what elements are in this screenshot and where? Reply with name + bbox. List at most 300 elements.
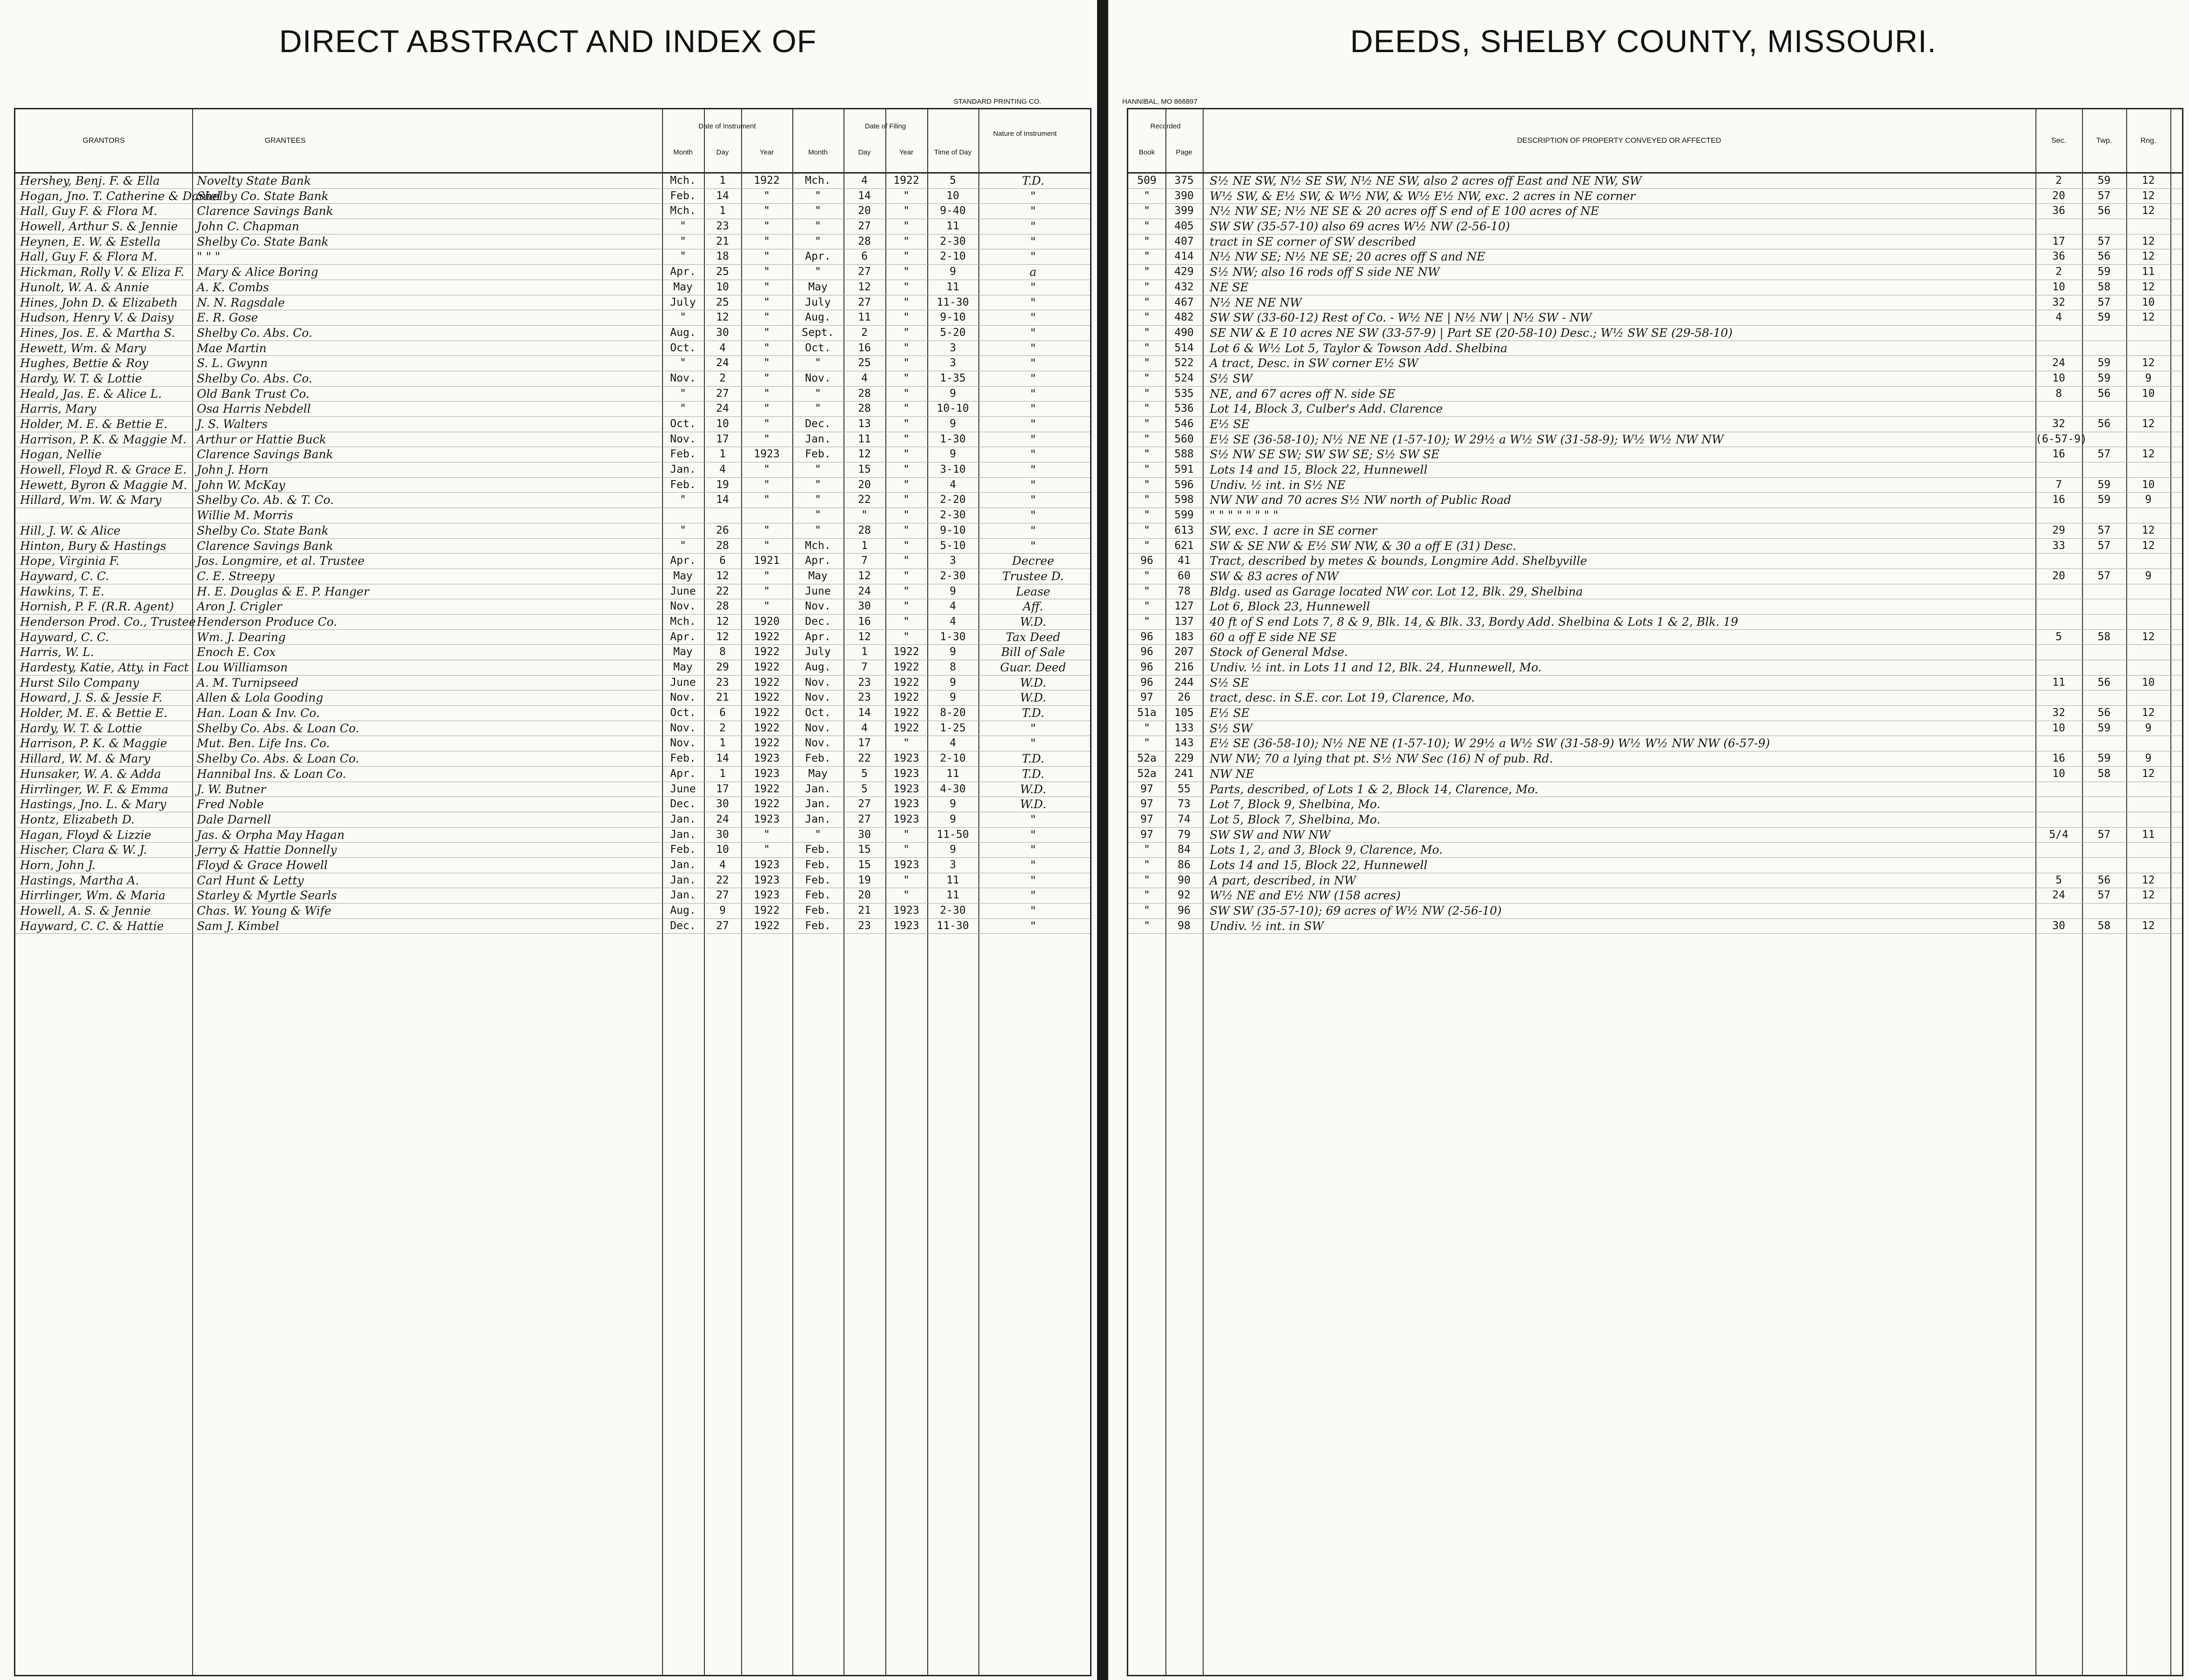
entry-twp (2082, 858, 2126, 873)
entry-grantor: Hogan, Jno. T. Catherine & Daniel (20, 189, 221, 203)
entry-time: 4 (950, 737, 956, 750)
entry-page: 73 (1178, 798, 1191, 810)
entry-im: Jan. (670, 889, 696, 902)
right-entry-row (1128, 736, 2182, 751)
entry-id: 14 (716, 189, 729, 202)
entry-grantee: Novelty State Bank (197, 174, 311, 187)
entry-fd: 12 (858, 448, 871, 461)
entry-fd: 5 (861, 783, 868, 795)
entry-rng (2126, 660, 2170, 675)
entry-fd: 27 (858, 296, 871, 308)
entry-twp (2082, 341, 2126, 356)
entry-sec: 16 (2052, 494, 2065, 506)
entry-book: " (1144, 843, 1150, 856)
entry-im: Apr. (670, 266, 696, 278)
entry-rng (2126, 584, 2170, 599)
right-entry-row (1128, 569, 2182, 584)
entry-sec (2035, 645, 2082, 660)
entry-twp (2082, 584, 2126, 599)
entry-id: 1 (719, 174, 726, 187)
entry-rng: 12 (2142, 448, 2155, 461)
entry-fy: " (903, 463, 910, 476)
entry-fd: 11 (858, 433, 871, 445)
entry-time: 9 (950, 843, 956, 856)
entry-fd: 30 (858, 828, 871, 841)
entry-time: 2-10 (940, 250, 966, 263)
entry-grantor: Hill, J. W. & Alice (20, 523, 120, 537)
entry-twp: 56 (2097, 874, 2111, 886)
entry-fy: " (903, 326, 910, 339)
entry-book: 96 (1140, 646, 1153, 658)
entry-rng: 9 (2145, 722, 2152, 734)
entry-grantor: Hastings, Martha A. (20, 873, 139, 887)
entry-rng: 12 (2142, 630, 2155, 643)
entry-nature: Lease (1016, 584, 1051, 598)
entry-iy: 1922 (754, 676, 780, 689)
entry-fm: Dec. (805, 615, 831, 628)
left-entry-row (15, 523, 1090, 539)
entry-time: 5 (950, 174, 956, 187)
right-entry-row (1128, 234, 2182, 250)
entry-twp: 59 (2097, 266, 2111, 278)
entry-iy: 1922 (754, 904, 780, 917)
entry-sec: 36 (2052, 250, 2065, 263)
entry-book: 96 (1140, 555, 1153, 567)
entry-grantee: J. W. Butner (197, 782, 266, 796)
entry-fd: 28 (858, 235, 871, 248)
entry-sec: 16 (2052, 752, 2065, 765)
entry-time: 10-10 (937, 402, 969, 415)
entry-book: " (1144, 737, 1150, 750)
entry-rng (2126, 812, 2170, 827)
left-entry-row (15, 387, 1090, 402)
entry-sec: 10 (2052, 767, 2065, 780)
entry-fm: " (815, 235, 821, 248)
entry-desc: S½ SW (1210, 371, 1253, 385)
entry-page: 546 (1174, 418, 1194, 430)
entry-twp: 56 (2097, 205, 2111, 217)
entry-book: " (1144, 858, 1150, 871)
entry-grantee: Hannibal Ins. & Loan Co. (197, 767, 346, 781)
entry-grantor: Hischer, Clara & W. J. (20, 843, 147, 857)
entry-page: 79 (1178, 828, 1191, 841)
grantors-header: GRANTORS (82, 136, 125, 145)
entry-fd: 2 (861, 326, 868, 339)
entry-im: Jan. (670, 463, 696, 476)
entry-desc: Bldg. used as Garage located NW cor. Lot 12, Blk. 29, Shelbina (1210, 584, 1583, 598)
entry-desc: S½ NW; also 16 rods off S side NE NW (1210, 265, 1440, 279)
entry-grantee: Clarence Savings Bank (197, 204, 334, 218)
entry-grantee: Sam J. Kimbel (197, 919, 279, 933)
entry-rng (2126, 326, 2170, 341)
entry-id: 1 (719, 767, 726, 780)
entry-time: 9-40 (940, 205, 966, 217)
date-filing-header: Date of Filing (864, 122, 906, 130)
entry-sec: 10 (2052, 281, 2065, 293)
twp-header: Twp. (2096, 136, 2112, 145)
entry-rng (2126, 508, 2170, 523)
entry-nature: " (1030, 858, 1036, 872)
left-entry-row (15, 234, 1090, 250)
entry-fm: Dec. (805, 418, 831, 430)
entry-id: 8 (719, 646, 726, 658)
right-entry-row (1128, 341, 2182, 356)
entry-nature: " (1030, 523, 1036, 537)
entry-im: Nov. (670, 691, 696, 704)
instrument-year-header: Year (759, 148, 774, 156)
right-entry-row (1128, 219, 2182, 234)
entry-fd: 5 (861, 767, 868, 780)
entry-nature: W.D. (1020, 691, 1046, 705)
entry-desc: S½ NW SE SW; SW SW SE; S½ SW SE (1210, 448, 1439, 462)
entry-grantee: Enoch E. Cox (197, 645, 276, 659)
right-page (1108, 0, 2189, 1680)
entry-im: " (680, 220, 686, 233)
entry-fm: Oct. (805, 707, 831, 719)
entry-im: Feb. (670, 752, 696, 765)
entry-im: " (680, 402, 686, 415)
entry-id: 2 (719, 722, 726, 734)
entry-twp: 57 (2097, 189, 2111, 202)
left-entry-row (15, 888, 1090, 904)
entry-im: Feb. (670, 843, 696, 856)
entry-rng: 12 (2142, 874, 2155, 886)
entry-desc: S½ SW (1210, 721, 1253, 735)
printer-imprint-right: HANNIBAL, MO 866897 (1122, 98, 1198, 106)
entry-twp: 59 (2097, 478, 2111, 491)
left-entry-row (15, 782, 1090, 797)
entry-book: 52a (1137, 767, 1157, 780)
entry-sec (2035, 843, 2082, 857)
entry-grantor: Hewett, Wm. & Mary (20, 341, 146, 355)
left-entry-row (15, 249, 1090, 265)
entry-fy: " (903, 478, 910, 491)
entry-book: " (1144, 494, 1150, 506)
entry-iy: 1920 (754, 615, 780, 628)
entry-page: 244 (1174, 676, 1194, 689)
entry-sec: 24 (2052, 889, 2065, 902)
entry-fd: 28 (858, 524, 871, 536)
entry-page: 96 (1178, 904, 1191, 917)
entry-page: 613 (1174, 524, 1194, 536)
entry-fm: May (808, 767, 828, 780)
entry-grantor: Howell, Arthur S. & Jennie (20, 220, 178, 234)
entry-fd: 28 (858, 387, 871, 400)
entry-twp: 59 (2097, 174, 2111, 187)
entry-desc: tract, desc. in S.E. cor. Lot 19, Clarence, Mo. (1210, 691, 1475, 705)
right-entry-row (1128, 523, 2182, 539)
left-entry-row (15, 736, 1090, 751)
entry-grantee: John W. McKay (197, 478, 285, 492)
entry-time: 5-10 (940, 539, 966, 552)
entry-time: 1-30 (940, 433, 966, 445)
entry-fy: 1923 (893, 904, 919, 917)
right-entry-row (1128, 493, 2182, 508)
entry-fy: 1923 (893, 858, 919, 871)
entry-desc: NW NE (1210, 767, 1254, 781)
entry-grantee: Clarence Savings Bank (197, 539, 334, 553)
entry-grantor: Hirrlinger, W. F. & Emma (20, 782, 169, 796)
entry-fy: " (903, 509, 910, 522)
entry-fd: 15 (858, 858, 871, 871)
entry-iy: " (763, 387, 770, 400)
entry-grantor: Hines, John D. & Elizabeth (20, 295, 178, 309)
entry-id: 30 (716, 828, 729, 841)
entry-fm: Feb. (805, 889, 831, 902)
entry-twp: 59 (2097, 372, 2111, 384)
entry-id: 6 (719, 555, 726, 567)
entry-time: 4 (950, 478, 956, 491)
entry-time: 10 (946, 189, 959, 202)
entry-nature: W.D. (1020, 615, 1046, 629)
entry-page: 183 (1174, 630, 1194, 643)
entry-page: 78 (1178, 585, 1191, 597)
right-entry-row (1128, 843, 2182, 858)
entry-rng (2126, 554, 2170, 569)
entry-id: 9 (719, 904, 726, 917)
entry-book: " (1144, 189, 1150, 202)
entry-iy: 1923 (754, 448, 780, 461)
entry-iy: " (763, 311, 770, 324)
entry-grantee: Han. Loan & Inv. Co. (197, 706, 320, 720)
entry-twp (2082, 782, 2126, 797)
entry-time: 9 (950, 813, 956, 825)
entry-im: " (680, 311, 686, 324)
entry-sec (2035, 690, 2082, 705)
entry-iy: 1921 (754, 555, 780, 567)
entry-time: 4 (950, 615, 956, 628)
entry-fm: " (815, 828, 821, 841)
entry-nature: " (1030, 387, 1036, 401)
entry-fd: 27 (858, 798, 871, 810)
entry-twp: 57 (2097, 889, 2111, 902)
entry-rng: 12 (2142, 189, 2155, 202)
entry-rng (2126, 219, 2170, 234)
entry-rng: 10 (2142, 296, 2155, 308)
entry-twp (2082, 843, 2126, 857)
entry-fy: " (903, 539, 910, 552)
entry-fm: Jan. (805, 798, 831, 810)
entry-time: 4-30 (940, 783, 966, 795)
entry-grantee: J. S. Walters (197, 417, 268, 431)
entry-grantee: Starley & Myrtle Searls (197, 889, 337, 903)
entry-page: 375 (1174, 174, 1194, 187)
entry-fd: 22 (858, 752, 871, 765)
entry-time: 11 (946, 889, 959, 902)
entry-id: 25 (716, 266, 729, 278)
entry-rng: 12 (2142, 281, 2155, 293)
entry-desc: SW & 83 acres of NW (1210, 569, 1339, 583)
entry-page: 98 (1178, 919, 1191, 932)
entry-grantor: Hillard, Wm. W. & Mary (20, 493, 161, 507)
entry-twp: 56 (2097, 418, 2111, 430)
entry-book: " (1144, 585, 1150, 597)
entry-desc: Lots 14 and 15, Block 22, Hunnewell (1210, 858, 1428, 872)
entry-im: Feb. (670, 478, 696, 491)
right-entry-row (1128, 402, 2182, 417)
entry-fm: Feb. (805, 858, 831, 871)
entry-iy: " (763, 569, 770, 582)
entry-fm: Jan. (805, 783, 831, 795)
entry-page: 84 (1178, 843, 1191, 856)
entry-fm: " (815, 205, 821, 217)
entry-sec (2035, 904, 2082, 918)
entry-fm: Feb. (805, 919, 831, 932)
entry-sec: 32 (2052, 707, 2065, 719)
entry-book: " (1144, 235, 1150, 248)
entry-iy: " (763, 357, 770, 369)
left-entry-row (15, 432, 1090, 448)
entry-iy: 1923 (754, 858, 780, 871)
entry-sec: 5 (2055, 874, 2062, 886)
entry-grantor: Hurst Silo Company (20, 676, 139, 689)
entry-id: 14 (716, 494, 729, 506)
entry-page: 241 (1174, 767, 1194, 780)
book-header: Book (1138, 148, 1155, 156)
entry-book: " (1144, 372, 1150, 384)
entry-grantor: Hall, Guy F. & Flora M. (20, 250, 158, 264)
entry-sec: 11 (2052, 676, 2065, 689)
entry-sec: 30 (2052, 919, 2065, 932)
entry-sec: 16 (2052, 448, 2065, 461)
entry-fd: 4 (861, 722, 868, 734)
entry-fy: " (903, 615, 910, 628)
entry-page: 560 (1174, 433, 1194, 445)
entry-time: 3 (950, 555, 956, 567)
entry-im: Apr. (670, 767, 696, 780)
entry-twp: 58 (2097, 919, 2111, 932)
right-entry-row (1128, 615, 2182, 630)
entry-book: 52a (1137, 752, 1157, 765)
entry-id: 27 (716, 889, 729, 902)
entry-im: July (670, 296, 696, 308)
entry-fy: 1922 (893, 691, 919, 704)
entry-desc: SW SW (35-57-10); 69 acres of W½ NW (2-56-10) (1210, 904, 1502, 917)
entry-twp (2082, 554, 2126, 569)
entry-book: " (1144, 904, 1150, 917)
entry-nature: " (1030, 478, 1036, 492)
entry-im: June (670, 783, 696, 795)
entry-sec (2035, 812, 2082, 827)
entry-grantee: Mut. Ben. Life Ins. Co. (197, 736, 330, 750)
entry-desc: SW, exc. 1 acre in SE corner (1210, 523, 1377, 537)
entry-sec (2035, 326, 2082, 341)
entry-fd: 17 (858, 737, 871, 750)
entry-im: May (673, 281, 693, 293)
entry-fy: " (903, 296, 910, 308)
left-entry-row (15, 447, 1090, 462)
entry-nature: " (1030, 280, 1036, 294)
entry-page: 26 (1178, 691, 1191, 704)
entry-twp (2082, 660, 2126, 675)
entry-im: Mch. (670, 205, 696, 217)
entry-sec: 10 (2052, 722, 2065, 734)
entry-id: 25 (716, 296, 729, 308)
entry-id: 24 (716, 402, 729, 415)
right-entries (1128, 174, 2182, 1675)
entry-page: 207 (1174, 646, 1194, 658)
entry-page: 467 (1174, 296, 1194, 308)
left-entry-row (15, 341, 1090, 356)
entry-fm: " (815, 524, 821, 536)
right-page-title: DEEDS, SHELBY COUNTY, MISSOURI. (1350, 24, 1937, 59)
entry-grantee: Henderson Produce Co. (197, 615, 337, 629)
entry-book: 51a (1137, 707, 1157, 719)
entry-fd: 14 (858, 189, 871, 202)
entry-time: 9 (950, 691, 956, 704)
entry-grantee: Jos. Longmire, et al. Trustee (197, 554, 365, 568)
entry-time: 5-20 (940, 326, 966, 339)
entry-iy: " (763, 372, 770, 384)
entry-fd: 15 (858, 463, 871, 476)
entry-fd: 1 (861, 646, 868, 658)
left-entry-row (15, 721, 1090, 736)
entry-sec: 5 (2055, 630, 2062, 643)
entry-iy: " (763, 326, 770, 339)
entry-fy: " (903, 357, 910, 369)
entry-desc: Lot 6, Block 23, Hunnewell (1210, 600, 1370, 614)
entry-im: " (680, 235, 686, 248)
entry-grantee: Willie M. Morris (197, 509, 293, 522)
entry-book: " (1144, 509, 1150, 522)
entry-nature: " (1030, 493, 1036, 507)
entry-id (704, 508, 741, 523)
entry-id: 30 (716, 326, 729, 339)
entry-nature: " (1030, 812, 1036, 826)
entry-nature: " (1030, 356, 1036, 370)
entry-rng (2126, 690, 2170, 705)
entry-book: " (1144, 722, 1150, 734)
entry-sec (2035, 858, 2082, 873)
entry-twp: 56 (2097, 250, 2111, 263)
entry-desc: SW SW (35-57-10) also 69 acres W½ NW (2-56-10) (1210, 220, 1510, 234)
entry-grantee: Aron J. Crigler (197, 600, 282, 614)
entry-grantor: Hirrlinger, Wm. & Maria (20, 889, 166, 903)
left-entry-row (15, 767, 1090, 782)
entry-page: 55 (1178, 783, 1191, 795)
printer-imprint: STANDARD PRINTING CO. (954, 98, 1042, 106)
entry-sec: 32 (2052, 418, 2065, 430)
entry-desc: 60 a off E side NE SE (1210, 630, 1337, 644)
entry-fy: " (903, 266, 910, 278)
right-entry-row (1128, 858, 2182, 873)
entry-grantee: Mae Martin (197, 341, 267, 355)
entry-book: " (1144, 569, 1150, 582)
entry-fm: Oct. (805, 341, 831, 354)
entry-fd: 4 (861, 372, 868, 384)
entry-page: 490 (1174, 326, 1194, 339)
entry-grantor: Hastings, Jno. L. & Mary (20, 797, 167, 811)
entry-fd: 20 (858, 205, 871, 217)
entry-fy: 1923 (893, 752, 919, 765)
right-ledger-table (1127, 108, 2183, 1676)
entry-nature: " (1030, 295, 1036, 309)
entry-rng: 11 (2142, 266, 2155, 278)
entry-book: " (1144, 402, 1150, 415)
left-entry-row (15, 690, 1090, 706)
entry-fm: Nov. (805, 676, 831, 689)
entry-fm: Nov. (805, 691, 831, 704)
left-entry-row (15, 858, 1090, 873)
right-entry-row (1128, 174, 2182, 189)
right-entry-row (1128, 751, 2182, 767)
right-entry-row (1128, 828, 2182, 843)
entry-sec (2035, 797, 2082, 812)
entry-book: 97 (1140, 691, 1153, 704)
entry-twp: 56 (2097, 387, 2111, 400)
entry-page: 536 (1174, 402, 1194, 415)
entry-sec: 4 (2055, 311, 2062, 324)
